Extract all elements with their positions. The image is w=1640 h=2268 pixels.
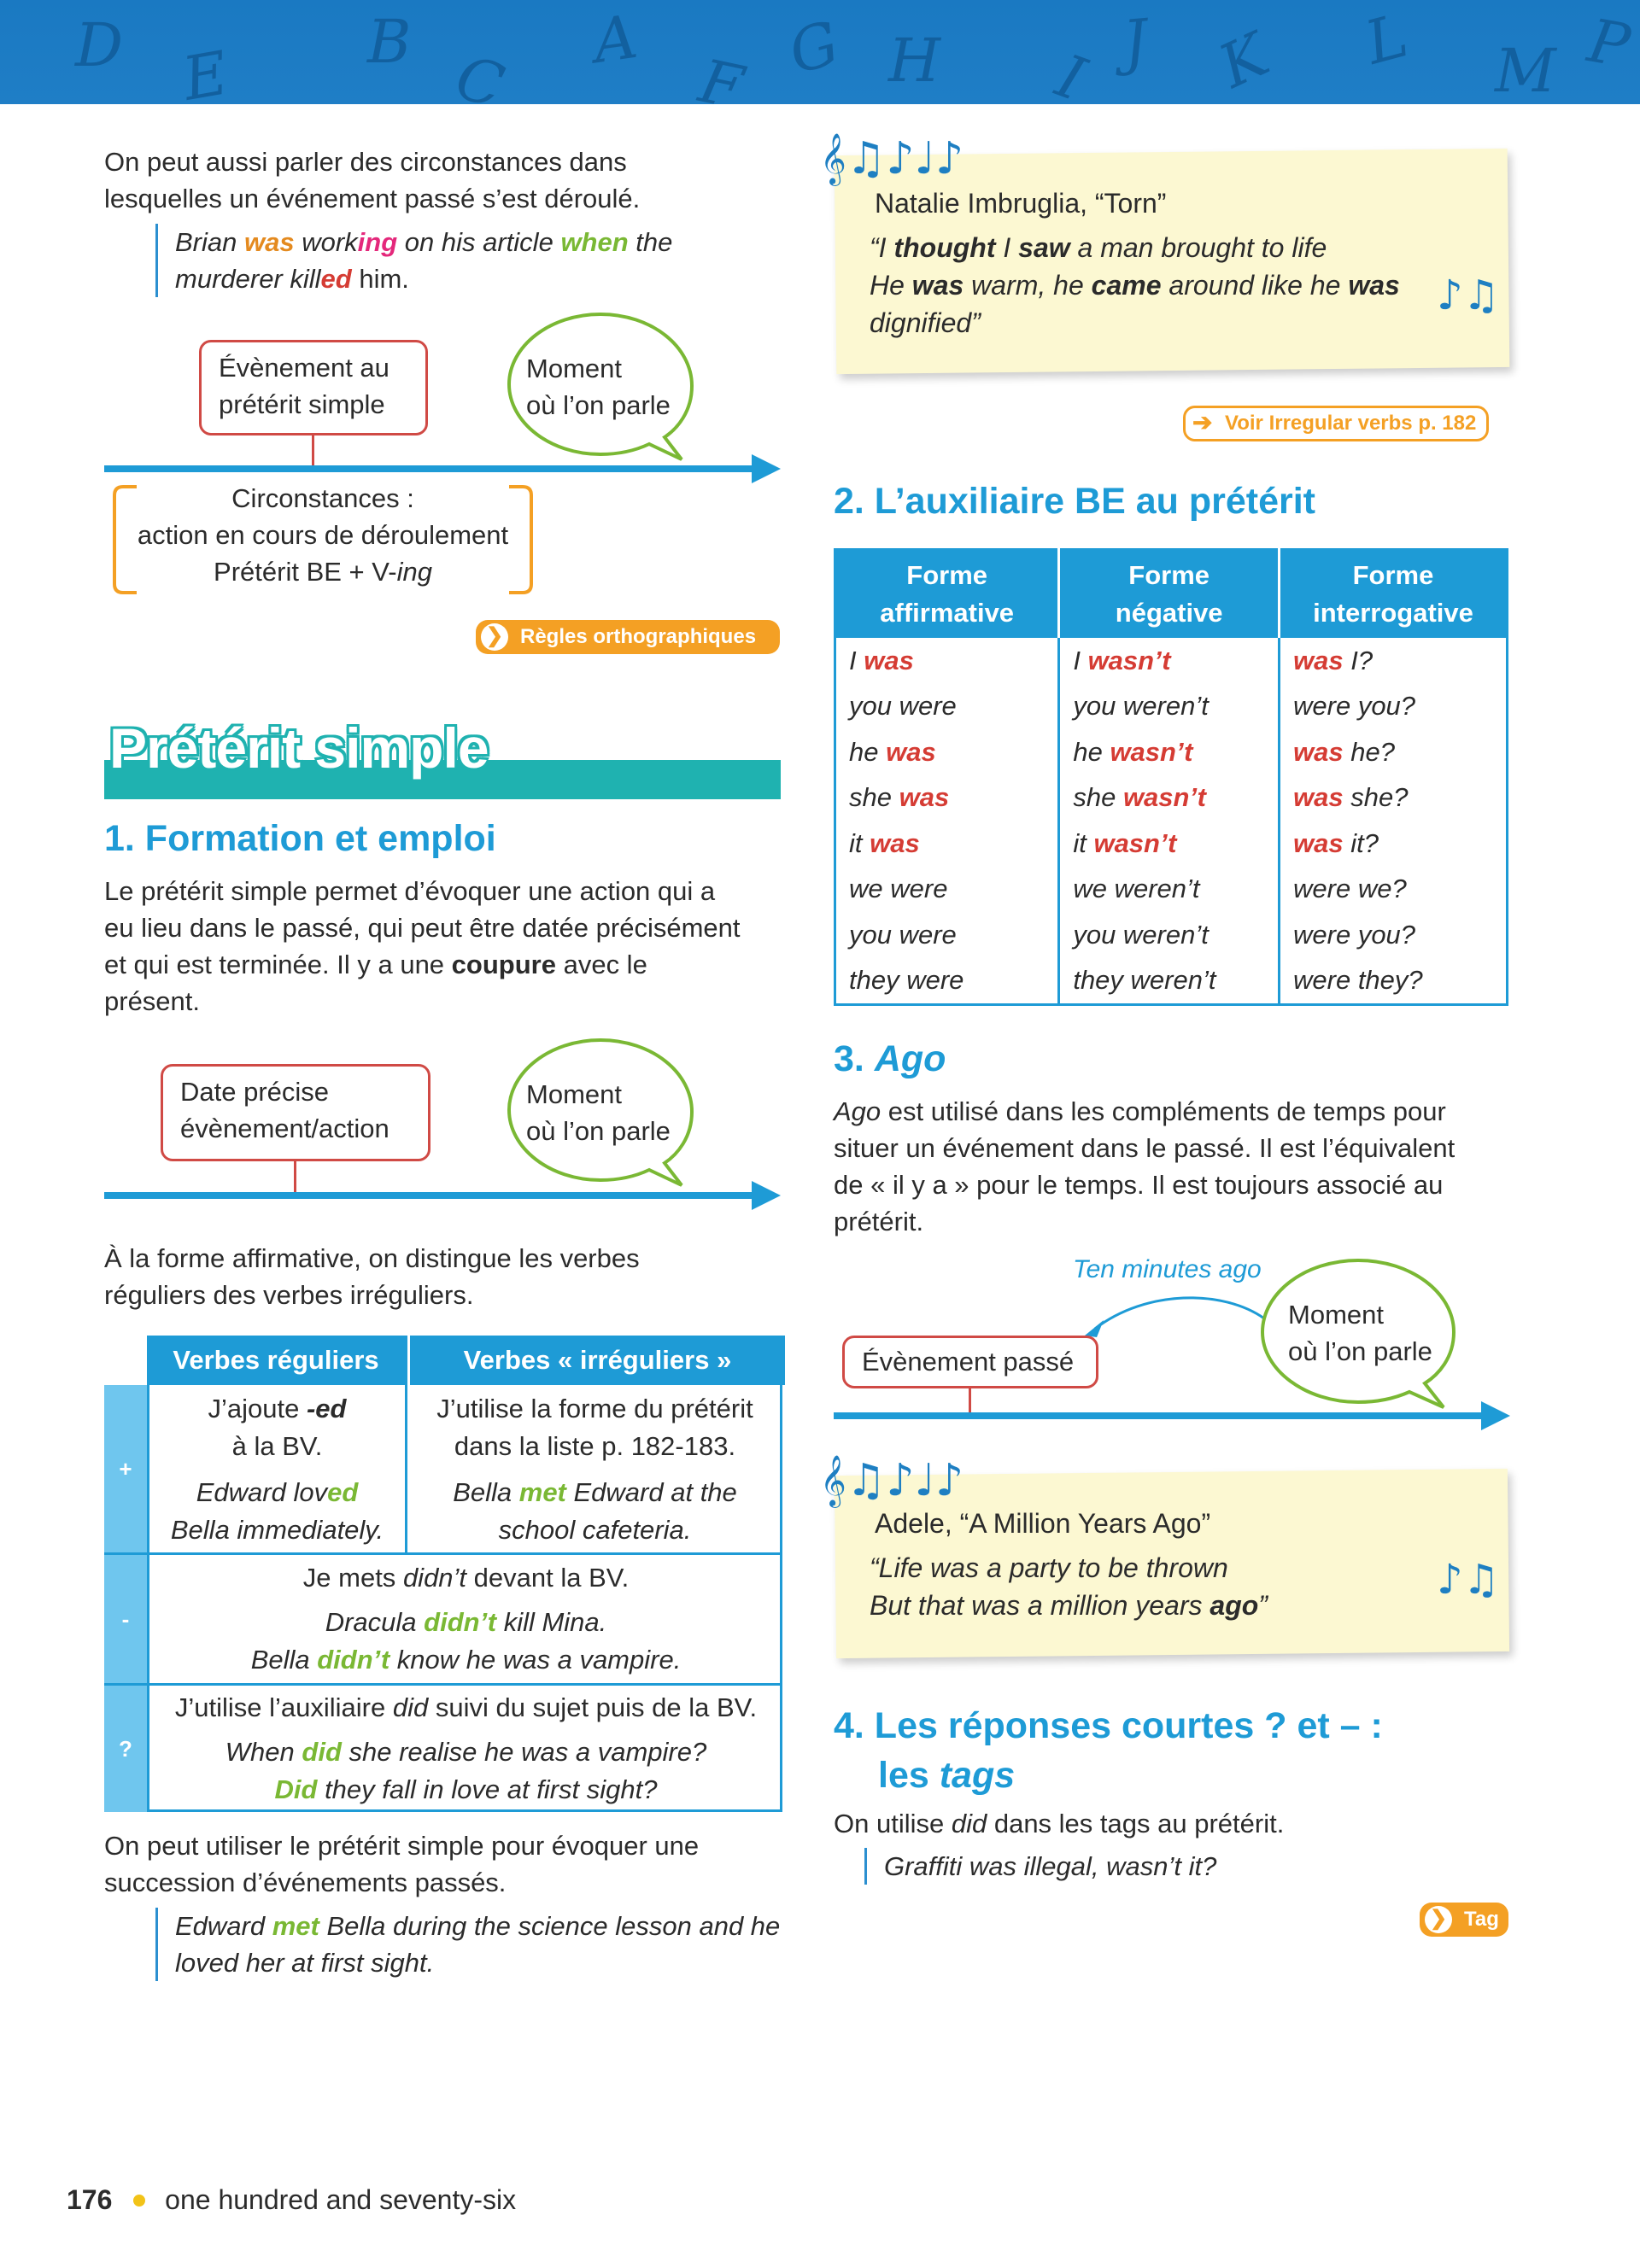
song-title: Natalie Imbruglia, “Torn” — [875, 188, 1167, 219]
bubble-text: Moment où l’on parle — [1288, 1300, 1432, 1366]
banner-letter: G — [782, 8, 846, 88]
tag-link-button[interactable]: ❯ Tag — [1420, 1903, 1508, 1937]
banner-letter: J — [1120, 5, 1151, 79]
table-cell: it was — [835, 821, 1059, 867]
banner-letter: E — [178, 38, 233, 114]
banner-letter: I — [1047, 40, 1094, 115]
event-box: Évènement au prétérit simple — [199, 340, 428, 435]
page-words: one hundred and seventy-six — [165, 2184, 517, 2215]
col-irregular: Verbes « irréguliers » — [407, 1336, 785, 1385]
timeline-3 — [834, 1412, 1483, 1419]
table-cell: he was — [835, 729, 1059, 775]
table-cell: he wasn’t — [1059, 729, 1280, 775]
intro-paragraph: On peut aussi parler des circonstances dans lesquelles un événement passé s’est déroulé. — [104, 147, 641, 213]
table-row — [835, 729, 1508, 775]
ago-arrow — [1078, 1288, 1268, 1339]
verbs-table — [104, 1336, 782, 1812]
rules-link-button[interactable]: ❯ Règles orthographiques — [476, 620, 780, 654]
page-footer — [67, 2184, 516, 2216]
table-cell: was she? — [1280, 775, 1508, 821]
music-notes-icon: 𝄞♫♪♩♪ — [820, 1455, 964, 1506]
table-cell: she was — [835, 775, 1059, 821]
section-title: Prétérit simple — [109, 716, 489, 780]
question-sign: ? — [104, 1686, 147, 1812]
bullet-dot-icon — [133, 2195, 145, 2207]
formation-paragraph: Le prétérit simple permet d’évoquer une action qui a eu lieu dans le passé, qui peut être datée précisément et qui est terminée. Il y a une coupure avec le présent. — [104, 876, 741, 1016]
table-cell: were you? — [1280, 684, 1508, 730]
table-cell: you were — [835, 912, 1059, 958]
chevron-right-icon: ❯ — [481, 623, 508, 651]
banner-letter: K — [1209, 19, 1280, 102]
date-box: Date précise évènement/action — [161, 1064, 430, 1161]
minus-sign: - — [104, 1555, 147, 1683]
be-preterite-table — [834, 548, 1508, 1006]
header-affirmative: Forme affirmative — [835, 550, 1059, 639]
table-row — [835, 638, 1508, 684]
heading-ago: 3. Ago — [834, 1038, 946, 1079]
song-lyrics: “I thought I saw a man brought to life He was warm, he came around like he was dignified” — [870, 232, 1400, 338]
tags-paragraph: On utilise did dans les tags au prétérit. — [834, 1809, 1285, 1838]
table-cell: were we? — [1280, 867, 1508, 913]
chevron-right-icon: ❯ — [1425, 1906, 1452, 1933]
heading-tags: 4. Les réponses courtes ? et – : les tags — [834, 1705, 1383, 1796]
banner-letter: H — [888, 26, 941, 96]
table-cell: were you? — [1280, 912, 1508, 958]
date-tick — [294, 1161, 296, 1194]
table-cell: she wasn’t — [1059, 775, 1280, 821]
table-cell: you weren’t — [1059, 684, 1280, 730]
heading-be: 2. L’auxiliaire BE au prétérit — [834, 481, 1315, 522]
col-regular: Verbes réguliers — [147, 1336, 405, 1385]
music-notes-icon: 𝄞♫♪♩♪ — [820, 133, 964, 184]
table-row — [835, 867, 1508, 913]
ago-label: Ten minutes ago — [1073, 1255, 1262, 1283]
banner-letter: P — [1583, 5, 1635, 82]
banner-letter: B — [367, 7, 412, 77]
irregular-verbs-link[interactable]: ➔ Voir Irregular verbs p. 182 — [1183, 406, 1489, 441]
circumstances-text: Circonstances : action en cours de déroulement Prétérit BE + V-ing — [137, 483, 509, 587]
table-cell: we weren’t — [1059, 867, 1280, 913]
past-event-box: Évènement passé — [842, 1336, 1098, 1388]
table-row — [835, 775, 1508, 821]
tag-example: Graffiti was illegal, wasn’t it? — [864, 1848, 1216, 1885]
table-cell: were they? — [1280, 958, 1508, 1005]
page-number: 176 — [67, 2184, 113, 2215]
edward-example: Edward met Bella during the science lesson and he loved her at first sight. — [155, 1908, 780, 1981]
banner-letter: C — [448, 42, 512, 122]
table-row — [835, 821, 1508, 867]
table-row — [835, 958, 1508, 1005]
header-negative: Forme négative — [1059, 550, 1280, 639]
song-lyrics: “Life was a party to be thrown But that was a million years ago” — [870, 1552, 1268, 1621]
question-rule: J’utilise l’auxiliaire did suivi du sujet puis de la BV. When did she realise he was a vampire? Did they fall in love at first sight? — [174, 1692, 758, 1804]
table-cell: they weren’t — [1059, 958, 1280, 1005]
table-cell: was it? — [1280, 821, 1508, 867]
table-row — [835, 684, 1508, 730]
top-banner — [0, 0, 1640, 124]
heading-formation: 1. Formation et emploi — [104, 818, 496, 859]
irregular-rule: J’utilise la forme du prétérit dans la liste p. 182-183. Bella met Edward at the school cafeteria. — [436, 1394, 753, 1545]
arrow-right-icon: ➔ — [1192, 409, 1213, 435]
succession-paragraph: On peut utiliser le prétérit simple pour évoquer une succession d’événements passés. — [104, 1831, 700, 1897]
brian-example: Brian was working on his article when the murderer killed him. — [155, 224, 672, 297]
header-interrogative: Forme interrogative — [1280, 550, 1508, 639]
table-cell: it wasn’t — [1059, 821, 1280, 867]
table-cell: I wasn’t — [1059, 638, 1280, 684]
regular-rule: J’ajoute -ed à la BV. Edward loved Bella immediately. — [170, 1394, 384, 1545]
timeline-2 — [104, 1192, 753, 1199]
table-row — [835, 912, 1508, 958]
music-notes-icon: ♪♫ — [1437, 1556, 1500, 1604]
banner-letter: D — [75, 10, 124, 80]
song-title: Adele, “A Million Years Ago” — [875, 1508, 1211, 1539]
ago-paragraph: Ago est utilisé dans les compléments de temps pour situer un événement dans le passé. Il est l’équivalent de « il y a » pour le temps. Il est toujours associé au prétérit. — [834, 1096, 1456, 1236]
affirmative-paragraph: À la forme affirmative, on distingue les verbes réguliers des verbes irréguliers. — [104, 1243, 640, 1310]
event-tick — [312, 435, 314, 470]
timeline-1 — [104, 465, 753, 472]
banner-letter: L — [1358, 0, 1415, 79]
table-cell: was he? — [1280, 729, 1508, 775]
table-cell: we were — [835, 867, 1059, 913]
timeline-arrow-icon — [752, 1181, 781, 1210]
table-cell: I was — [835, 638, 1059, 684]
bubble-text: Moment où l’on parle — [526, 354, 671, 420]
table-cell: was I? — [1280, 638, 1508, 684]
timeline-arrow-icon — [1481, 1401, 1510, 1430]
table-cell: you weren’t — [1059, 912, 1280, 958]
banner-letter: F — [694, 45, 749, 124]
music-notes-icon: ♪♫ — [1437, 272, 1500, 319]
banner-letter: M — [1495, 36, 1556, 106]
bubble-text: Moment où l’on parle — [526, 1079, 671, 1146]
table-cell: you were — [835, 684, 1059, 730]
table-cell: they were — [835, 958, 1059, 1005]
negative-rule: Je mets didn’t devant la BV. Dracula didn’t kill Mina. Bella didn’t know he was a vampire. — [250, 1563, 682, 1675]
banner-letter: A — [589, 1, 642, 78]
timeline-arrow-icon — [752, 454, 781, 483]
past-event-tick — [969, 1388, 971, 1414]
plus-sign: + — [104, 1385, 147, 1552]
